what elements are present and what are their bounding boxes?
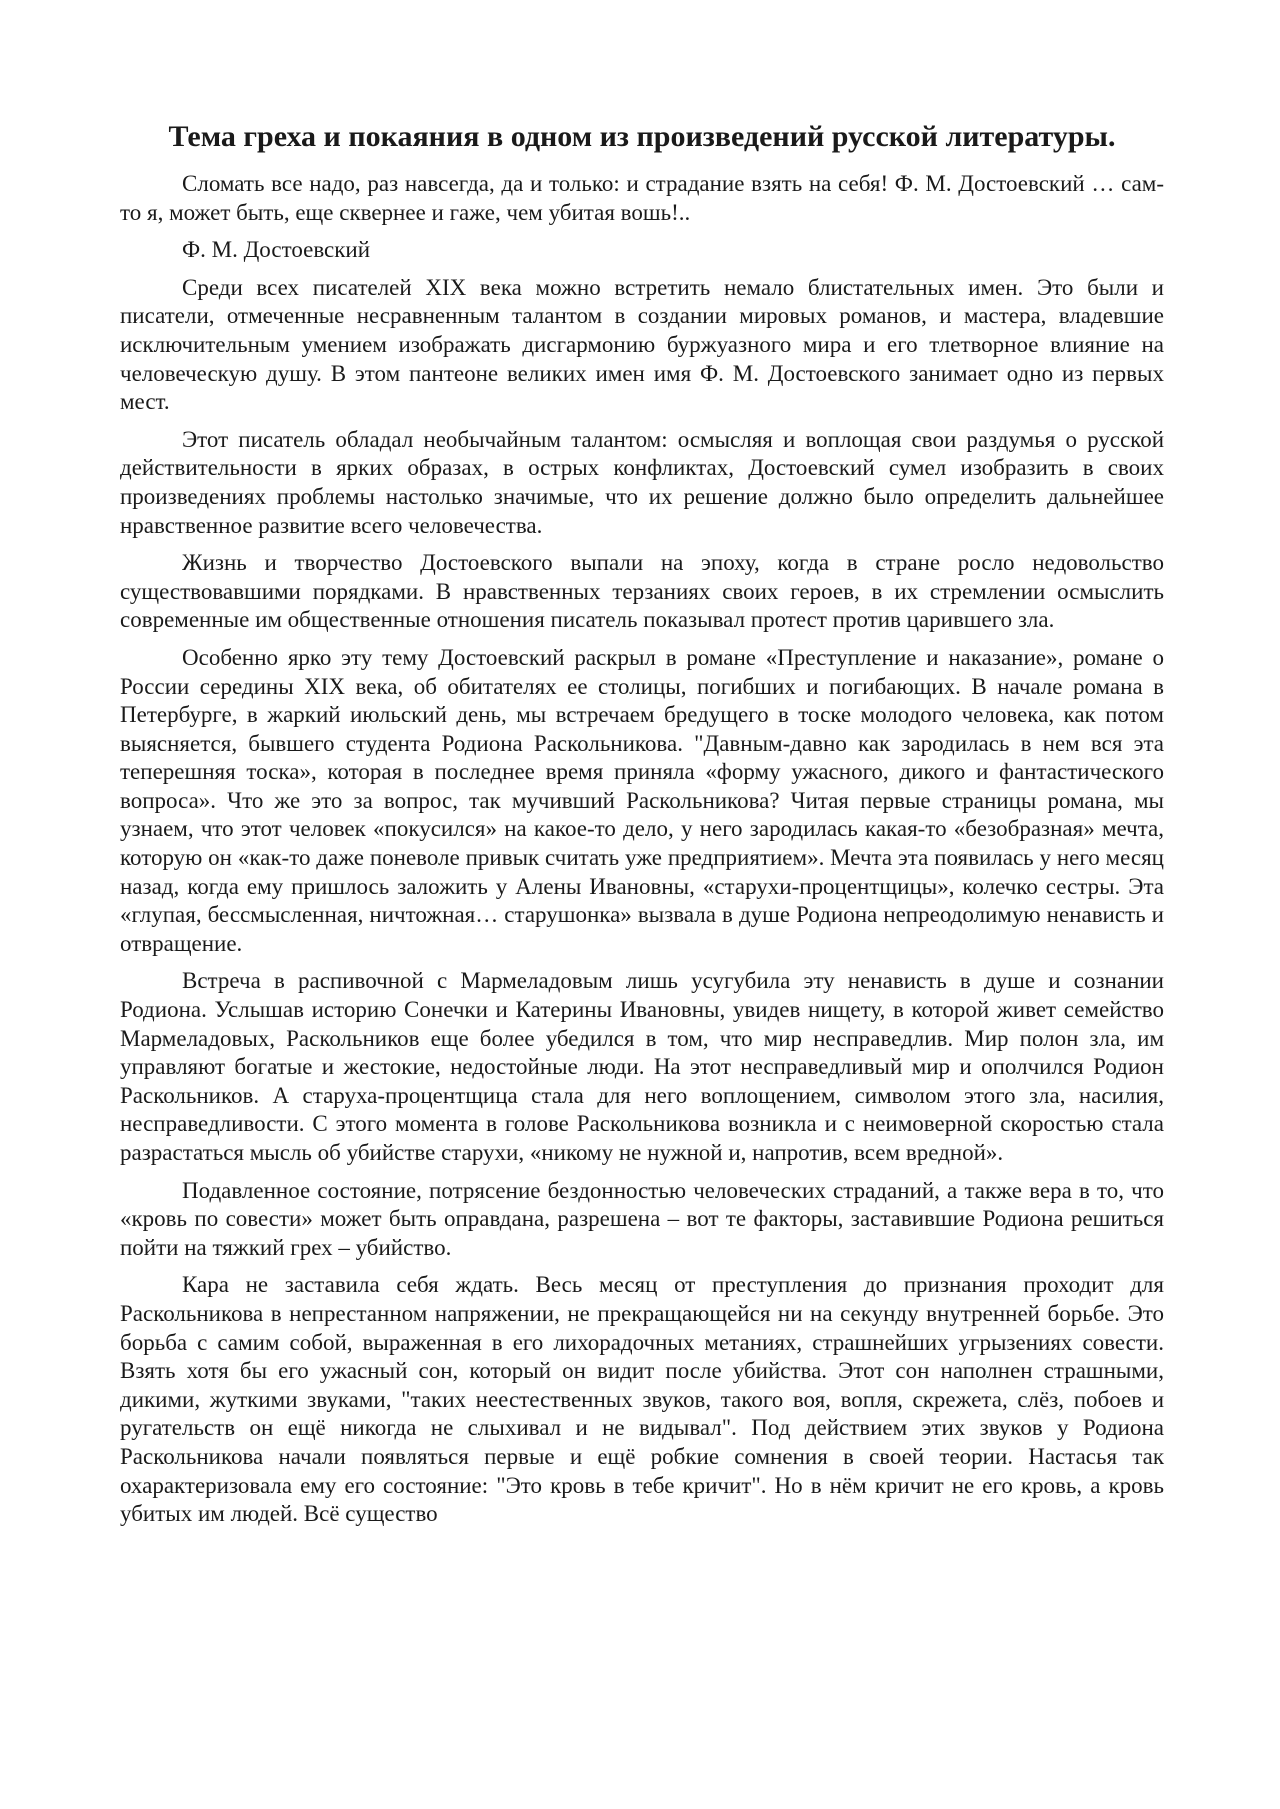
paragraph: Особенно ярко эту тему Достоевский раскрыл в романе «Преступление и наказание», романе о России середины XIX века, об обитателях ее столицы, погибших и погибающих. В начале романа в Петербурге, в жаркий июльский день, мы встречаем бредущего в тоске молодого человека, как потом выясняется, бывшего студента Родиона Раскольникова. "Давным-давно как зародилась в нем вся эта теперешняя тоска», которая в последнее время приняла «форму ужасного, дикого и фантастического вопроса». Что же это за вопрос, так мучивший Раскольникова? Читая первые страницы романа, мы узнаем, что этот человек «покусился» на какое-то дело, у него зародилась какая-то «безобразная» мечта, которую он «как-то даже поневоле привык считать уже предприятием». Мечта эта появилась у него месяц назад, когда ему пришлось заложить у Алены Ивановны, «старухи-процентщицы», колечко сестры. Эта «глупая, бессмысленная, ничтожная… старушонка» вызвала в душе Родиона непреодолимую ненависть и отвращение.: [120, 644, 1164, 956]
paragraph: Встреча в распивочной с Мармеладовым лишь усугубила эту ненависть в душе и сознании Родиона. Услышав историю Сонечки и Катерины Ивановны, увидев нищету, в которой живет семейство Мармеладовых, Раскольников еще более убедился в том, что мир несправедлив. Мир полон зла, им управляют богатые и жестокие, недостойные люди. На этот несправедливый мир и ополчился Родион Раскольников. А старуха-процентщица стала для него воплощением, символом этого зла, насилия, несправедливости. С этого момента в голове Раскольникова возникла и с неимоверной скоростью стала разрастаться мысль об убийстве старухи, «никому не нужной и, напротив, всем вредной».: [120, 968, 1164, 1165]
document-page: [120, 118, 1164, 1538]
paragraph: Кара не заставила себя ждать. Весь месяц от преступления до признания проходит для Раскольникова в непрестанном напряжении, не прекращающейся ни на секунду внутренней борьбе. Это борьба с самим собой, выраженная в его лихорадочных метаниях, страшнейших угрызениях совести. Взять хотя бы его ужасный сон, который он видит после убийства. Этот сон наполнен страшными, дикими, жуткими звуками, "таких неестественных звуков, такого воя, вопля, скрежета, слёз, побоев и ругательств он ещё никогда не слыхивал и не видывал". Под действием этих звуков у Родиона Раскольникова начали появляться первые и ещё робкие сомнения в своей теории. Настасья так охарактеризовала ему его состояние: "Это кровь в тебе кричит". Но в нём кричит не его кровь, а кровь убитых им людей. Всё существо: [120, 1272, 1164, 1527]
paragraph: Среди всех писателей XIX века можно встретить немало блистательных имен. Это были и писатели, отмеченные несравненным талантом в создании мировых романов, и мастера, владевшие исключительным умением изображать дисгармонию буржуазного мира и его тлетворное влияние на человеческую душу. В этом пантеоне великих имен имя Ф. М. Достоевского занимает одно из первых мест.: [120, 274, 1164, 415]
epigraph-text: Сломать все надо, раз навсегда, да и только: и страдание взять на себя! Ф. М. Достоевский … сам-то я, может быть, еще сквернее и гаже, чем убитая вошь!..: [120, 171, 1164, 225]
paragraph: Подавленное состояние, потрясение бездонностью человеческих страданий, а также вера в то, что «кровь по совести» может быть оправдана, разрешена – вот те факторы, заставившие Родиона решиться пойти на тяжкий грех – убийство.: [120, 1177, 1164, 1260]
paragraph: Жизнь и творчество Достоевского выпали на эпоху, когда в стране росло недовольство существовавшими порядками. В нравственных терзаниях своих героев, в их стремлении осмыслить современные им общественные отношения писатель показывал протест против царившего зла.: [120, 550, 1164, 633]
document-title: Тема греха и покаяния в одном из произведений русской литературы.: [168, 120, 1116, 153]
paragraph: Этот писатель обладал необычайным талантом: осмысляя и воплощая свои раздумья о русской действительности в ярких образах, в острых конфликтах, Достоевский сумел изобразить в своих произведениях проблемы настолько значимые, что их решение должно было определить дальнейшее нравственное развитие всего человечества.: [120, 426, 1164, 538]
epigraph-author: Ф. М. Достоевский: [182, 237, 371, 263]
